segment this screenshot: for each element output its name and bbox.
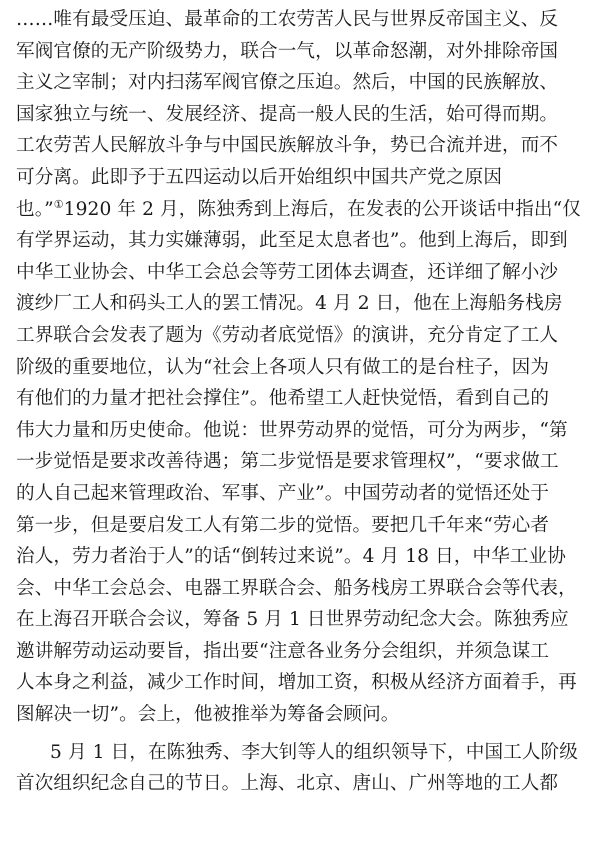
text-line-3: 主义之宰制；对内扫荡军阀官僚之压迫。然后，中国的民族解放、 (16, 72, 559, 94)
text-line-17: 第一步，但是要启发工人有第二步的觉悟。要把几千年来“劳心者 (16, 514, 550, 536)
text-line-6: 可分离。此即予于五四运动以后开始组织中国共产党之原因 (16, 166, 503, 188)
text-line-23: 图解决一切”。会上，他被推举为筹备会顾问。 (16, 704, 400, 726)
footnote-marker[interactable]: ① (53, 197, 64, 211)
text-line-14: 伟大力量和历史使命。他说：世界劳动界的觉悟，可分为两步，“第 (16, 419, 568, 441)
text-line-8: 有学界运动，其力实嫌薄弱，此至足太息者也”。他到上海后，即到 (16, 230, 568, 252)
text-line-4: 国家独立与统一、发展经济、提高一般人民的生活，始可得而期。 (16, 103, 559, 125)
text-line-25: 首次组织纪念自己的节日。上海、北京、唐山、广州等地的工人都 (16, 773, 559, 795)
text-line-2: 军阀官僚的无产阶级势力，联合一气，以革命怒潮，对外排除帝国 (16, 40, 559, 62)
text-line-21: 邀讲解劳动运动要旨，指出要“注意各业务分会组织，并须急谋工 (16, 640, 550, 662)
text-line-9: 中华工业协会、中华工会总会等劳工团体去调查，还详细了解小沙 (16, 261, 559, 283)
text-line-24: 5 月 1 日，在陈独秀、李大钊等人的组织领导下，中国工人阶级 (50, 741, 578, 763)
paragraph-2 (16, 737, 586, 800)
text-line-10: 渡纱厂工人和码头工人的罢工情况。4 月 2 日，他在上海船务栈房 (16, 293, 563, 315)
text-line-13: 有他们的力量才把社会撑住”。他希望工人赶快觉悟，看到自己的 (16, 388, 550, 410)
text-line-19: 会、中华工会总会、电器工界联合会、船务栈房工界联合会等代表， (16, 577, 577, 599)
text-line-12: 阶级的重要地位，认为“社会上各项人只有做工的是台柱子，因为 (16, 356, 550, 378)
document-page (16, 4, 586, 839)
text-segment: 1920 年 2 月，陈独秀到上海后，在发表的公开谈话中指出“仅 (63, 198, 581, 220)
text-line-5: 工农劳苦人民解放斗争与中国民族解放斗争，势已合流并进，而不 (16, 135, 559, 157)
text-line-7 (16, 194, 586, 226)
text-line-1: ……唯有最受压迫、最革命的工农劳苦人民与世界反帝国主义、反 (16, 9, 559, 30)
text-line-11: 工界联合会发表了题为《劳动者底觉悟》的演讲，充分肯定了工人 (16, 324, 559, 346)
text-line-18: 治人，劳力者治于人”的话“倒转过来说”。4 月 18 日，中华工业协 (16, 546, 566, 568)
text-segment: 也。” (16, 198, 54, 220)
text-line-20: 在上海召开联合会议，筹备 5 月 1 日世界劳动纪念大会。陈独秀应 (16, 609, 569, 631)
paragraph-1 (16, 4, 586, 731)
text-line-15: 一步觉悟是要求改善待遇；第二步觉悟是要求管理权”，“要求做工 (16, 451, 559, 473)
text-line-16: 的人自己起来管理政治、军事、产业”。中国劳动者的觉悟还处于 (16, 482, 550, 504)
text-line-22: 人本身之利益，减少工作时间，增加工资，积极从经济方面着手，再 (16, 672, 577, 694)
